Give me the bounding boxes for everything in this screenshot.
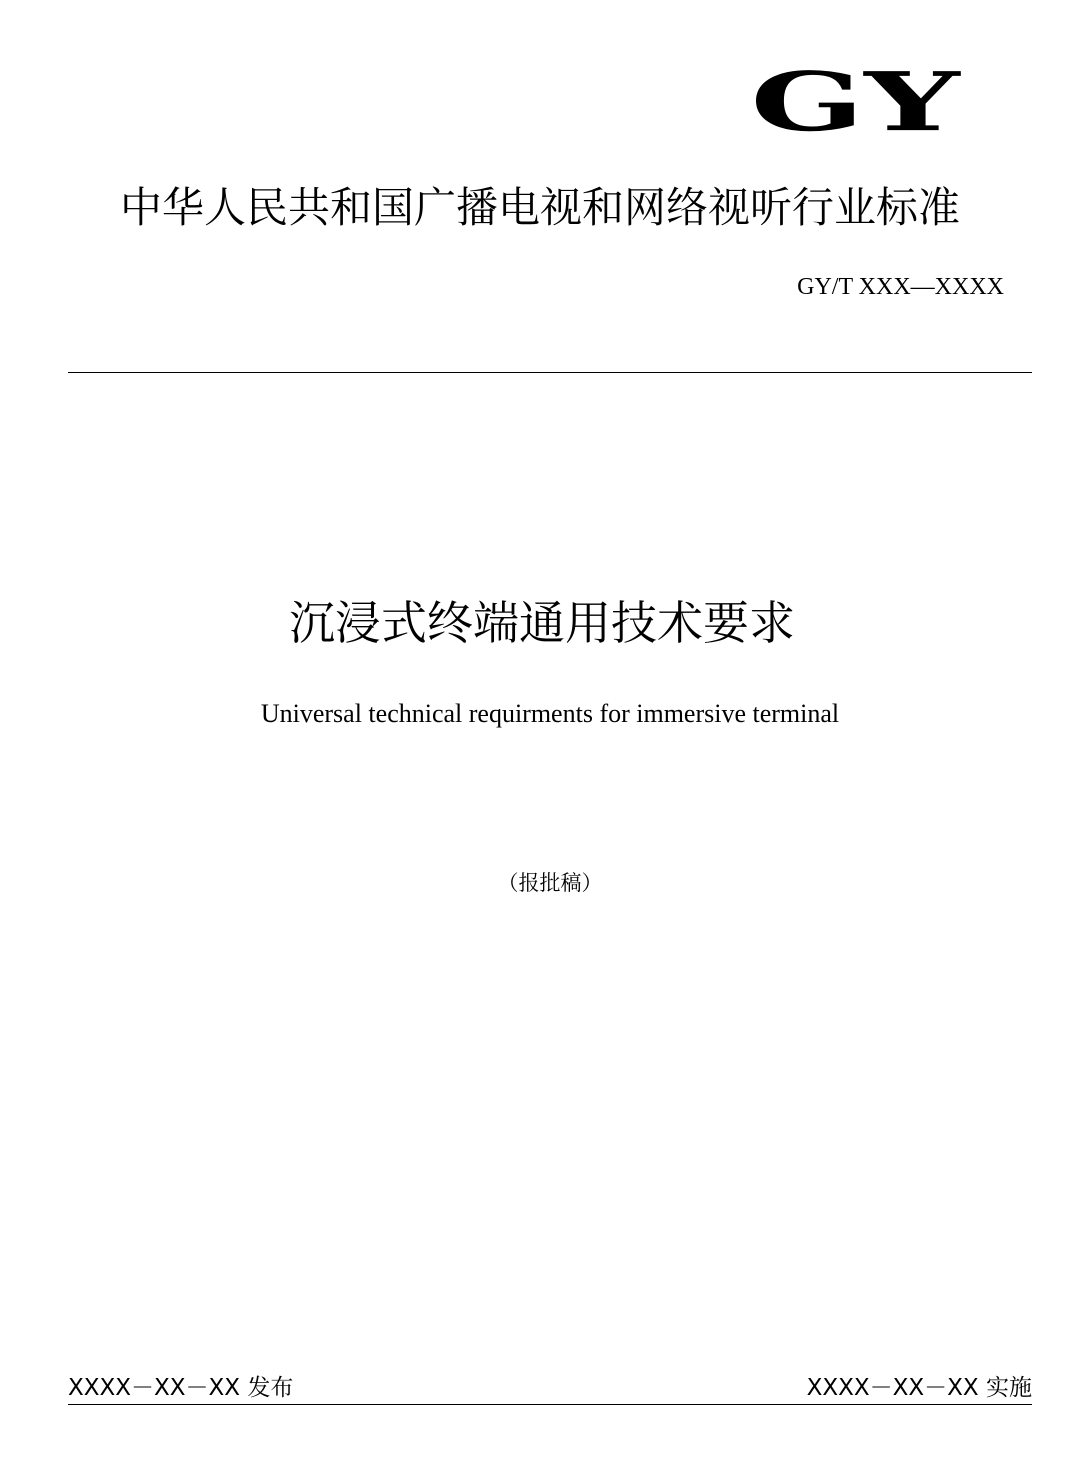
header-divider (68, 372, 1032, 373)
footer-divider (68, 1404, 1032, 1405)
industry-standard-title: 中华人民共和国广播电视和网络视听行业标准 (119, 183, 960, 232)
draft-status: （报批稿） (497, 871, 603, 895)
gy-logo (725, 52, 985, 152)
implementation-date: XXXX－XX－XX 实施 (806, 1375, 1032, 1401)
document-title-cn: 沉浸式终端通用技术要求 (289, 596, 795, 650)
issue-date: XXXX－XX－XX 发布 (68, 1375, 294, 1401)
document-title-en: Universal technical requirments for immersive terminal (260, 699, 840, 728)
standard-number: GY/T XXX—XXXX (797, 274, 1004, 300)
gy-logo-text: GY (750, 54, 960, 150)
